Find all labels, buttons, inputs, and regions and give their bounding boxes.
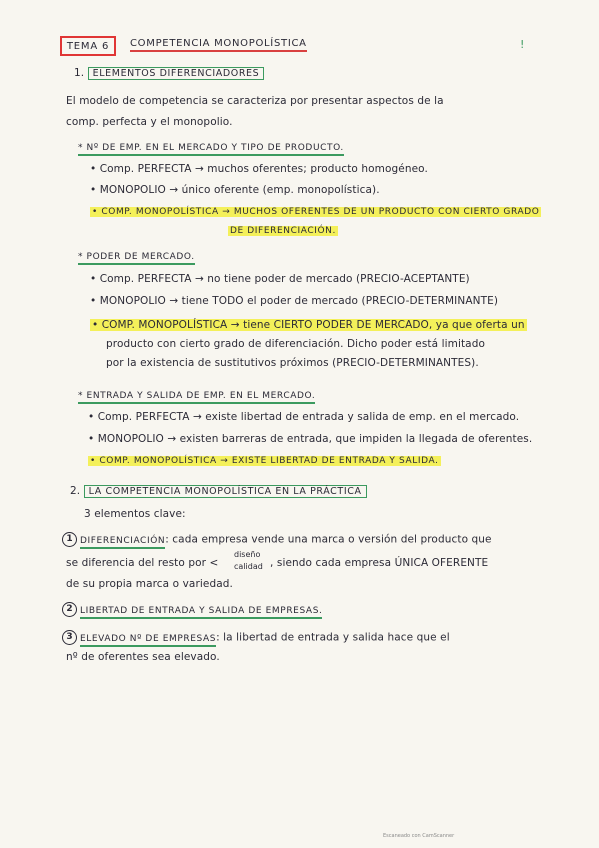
block3-heading [78, 391, 315, 401]
section1-heading [74, 67, 264, 80]
point3-text-1: : la libertad de entrada y salida hace que el [216, 631, 450, 644]
block3-item-1: • Comp. PERFECTA → existe libertad de entrada y salida de emp. en el mercado. [88, 411, 520, 423]
tema-label-box [60, 36, 116, 56]
section1-number: 1. [74, 67, 85, 79]
section2-subtitle: 3 elementos clave: [84, 508, 186, 520]
point1-title: DIFERENCIACIÓN [80, 536, 165, 549]
point3-number: 3 [62, 630, 77, 645]
point3-line1 [62, 630, 450, 645]
block2-item-2: • MONOPOLIO → tiene TODO el poder de mercado (PRECIO-DETERMINANTE) [90, 295, 499, 307]
block1-item-3 [90, 207, 541, 217]
point1-sup-a: diseño [234, 550, 261, 559]
block1-item-3-text: • COMP. MONOPOLÍSTICA → MUCHOS OFERENTES DE UN PRODUCTO CON CIERTO GRADO [92, 207, 540, 217]
block1-item-2: • MONOPOLIO → único oferente (emp. monopolística). [90, 184, 380, 196]
point1-number: 1 [62, 532, 77, 547]
tema-label: TEMA 6 [66, 40, 110, 52]
block2-item-1: • Comp. PERFECTA → no tiene poder de mercado (PRECIO-ACEPTANTE) [90, 273, 470, 285]
block3-heading-text: * ENTRADA Y SALIDA DE EMP. EN EL MERCADO. [78, 391, 315, 404]
point2-line [62, 602, 322, 617]
block2-item-3-line3: por la existencia de sustitutivos próximos (PRECIO-DETERMINANTES). [106, 357, 479, 369]
page-title: COMPETENCIA MONOPOLÍSTICA [130, 38, 307, 52]
block1-heading-text: * Nº DE EMP. EN EL MERCADO Y TIPO DE PRODUCTO. [78, 143, 344, 156]
block2-item-3 [90, 319, 527, 331]
block2-heading [78, 252, 195, 262]
point1-line2-b: , siendo cada empresa ÚNICA OFERENTE [270, 557, 489, 569]
section2-number: 2. [70, 485, 81, 497]
section1-title: ELEMENTOS DIFERENCIADORES [88, 67, 265, 80]
point3-line2: nº de oferentes sea elevado. [66, 651, 220, 663]
block1-item-3-cont [228, 226, 338, 236]
point1-line1 [62, 532, 492, 547]
point2-title: LIBERTAD DE ENTRADA Y SALIDA DE EMPRESAS. [80, 606, 322, 619]
point1-sup-b: calidad [234, 562, 263, 571]
section2-heading [70, 485, 367, 498]
block3-item-3 [88, 456, 441, 466]
section1-intro-2: comp. perfecta y el monopolio. [66, 116, 233, 128]
section1-intro-1: El modelo de competencia se caracteriza por presentar aspectos de la [66, 95, 444, 107]
point1-line3: de su propia marca o variedad. [66, 578, 233, 590]
point1-line2-a: se diferencia del resto por < [66, 557, 219, 569]
block2-item-3-line2: producto con cierto grado de diferenciación. Dicho poder está limitado [106, 338, 485, 350]
block1-item-1: • Comp. PERFECTA → muchos oferentes; producto homogéneo. [90, 163, 428, 175]
block3-item-2: • MONOPOLIO → existen barreras de entrada, que impiden la llegada de oferentes. [88, 433, 533, 445]
block3-item-3-text: • COMP. MONOPOLÍSTICA → EXISTE LIBERTAD DE ENTRADA Y SALIDA. [90, 456, 439, 466]
block1-heading [78, 143, 344, 153]
section2-title: LA COMPETENCIA MONOPOLÍSTICA EN LA PRÁCTICA [84, 485, 367, 498]
point1-text-1: : cada empresa vende una marca o versión del producto que [165, 533, 492, 546]
block2-item-3-text: • COMP. MONOPOLÍSTICA → tiene CIERTO PODER DE MERCADO, ya que oferta un [92, 319, 525, 331]
point2-number: 2 [62, 602, 77, 617]
block1-item-3-cont-text: DE DIFERENCIACIÓN. [230, 226, 336, 236]
scan-watermark: Escaneado con CamScanner [383, 833, 455, 839]
block2-heading-text: * PODER DE MERCADO. [78, 252, 195, 265]
check-mark-icon: ! [520, 38, 525, 51]
point3-title: ELEVADO Nº DE EMPRESAS [80, 634, 216, 647]
